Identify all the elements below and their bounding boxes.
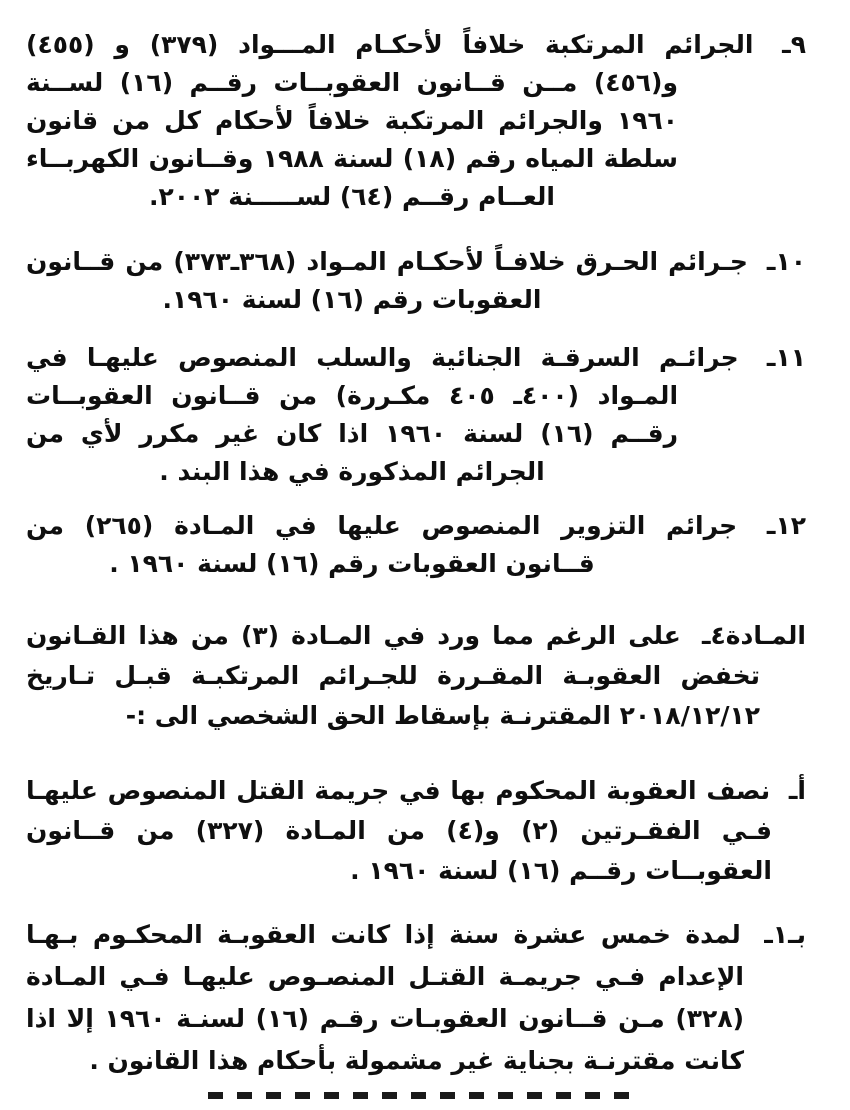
- clause-a-text: نصف العقوبة المحكوم بها في جريمة القتل المنصوص عليهـا فـي الفقـرتين (٢) و(٤) من المـادة (٣٢٧) من قــانون العقوبــات رقــم (١٦) لسنة ١٩٦٠ .: [26, 776, 772, 885]
- article-4-paragraph: [26, 616, 806, 736]
- clause-a-paragraph: [26, 771, 806, 891]
- clipped-partial-line: [208, 1092, 638, 1099]
- list-item-12-number: ١٢ـ: [766, 511, 806, 540]
- list-item-9-number: ٩ـ: [782, 30, 806, 59]
- list-item-11: [26, 339, 806, 491]
- list-item-9: [26, 26, 806, 216]
- list-item-12: [26, 507, 806, 583]
- list-item-9-text: الجرائم المرتكبة خلافاً لأحكـام المـــواد (٣٧٩) و (٤٥٥) و(٤٥٦) مــن قــانون العقوبــات رقــم (١٦) لســنة ١٩٦٠ والجرائم المرتكبة خلافاً لأحكام كل من قانون سلطة المياه رقم (١٨) لسنة ١٩٨٨ وقــانون الكهربــاء العــام رقــم (٦٤) لســـــنة ٢٠٠٢.: [26, 30, 754, 211]
- list-item-10-text: جـرائم الحـرق خلافـاً لأحكـام المـواد (٣٦٨ـ٣٧٣) من قــانون العقوبات رقم (١٦) لسنة ١٩٦٠.: [26, 247, 748, 314]
- list-item-12-text: جرائم التزوير المنصوص عليها في المـادة (٢٦٥) من قــانون العقوبات رقم (١٦) لسنة ١٩٦٠ .: [26, 511, 738, 578]
- clause-b1-label: بـ١ـ: [764, 920, 806, 949]
- list-item-10-number: ١٠ـ: [766, 247, 806, 276]
- list-item-10: [26, 243, 806, 319]
- clause-b1-text: لمدة خمس عشرة سنة إذا كانت العقوبـة المحكـوم بـهـا الإعدام فـي جريمـة القتـل المنصـوص عليهـا فـي المـادة (٣٢٨) مـن قــانون العقوبـات رقـم (١٦) لسنـة ١٩٦٠ إلا اذا كانت مقترنـة بجناية غير مشمولة بأحكام هذا القانون .: [26, 920, 745, 1075]
- list-item-11-text: جرائـم السرقـة الجنائية والسلب المنصوص عليهـا في المـواد (٤٠٠ـ ٤٠٥ مكـررة) من قــانون العقوبــات رقــم (١٦) لسنة ١٩٦٠ اذا كان غير مكرر لأي من الجرائم المذكورة في هذا البند .: [26, 343, 739, 486]
- clause-b1-paragraph: [26, 914, 806, 1082]
- clause-a-label: أـ: [788, 776, 806, 805]
- article-4-label: المـادة٤ـ: [701, 621, 806, 650]
- article-4-text: على الرغم مما ورد في المـادة (٣) من هذا القـانون تخفض العقوبـة المقـررة للجـرائم المرتكبـة قبـل تـاريخ ٢٠١٨/١٢/١٢ المقترنـة بإسقاط الحق الشخصي الى :-: [26, 621, 760, 730]
- list-item-11-number: ١١ـ: [766, 343, 806, 372]
